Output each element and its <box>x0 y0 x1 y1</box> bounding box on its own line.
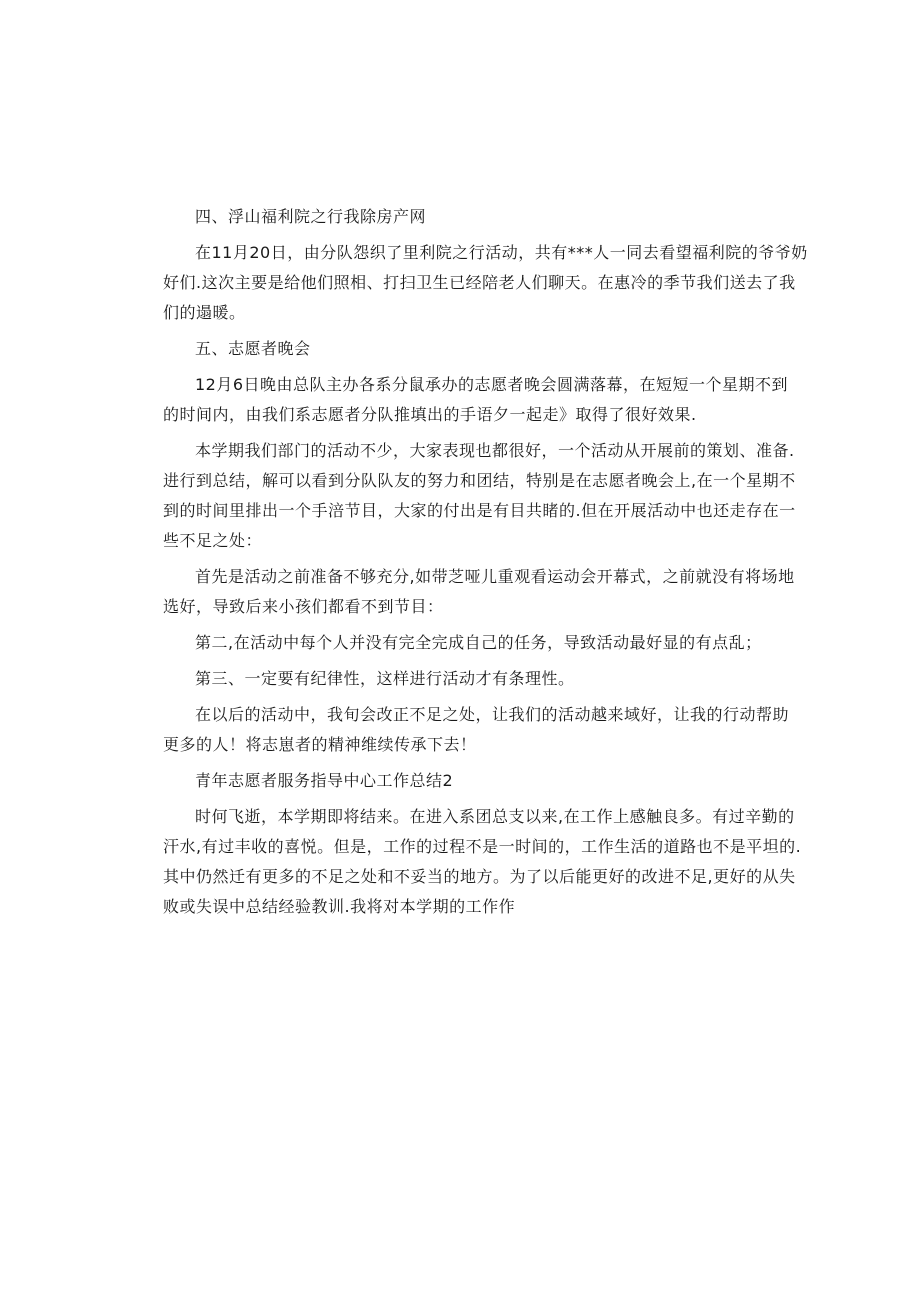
paragraph-line: 选好，导致后来小孩们都看不到节目： <box>163 597 444 616</box>
paragraph-line: 首先是活动之前准备不够充分,如带芝哑儿重观看运动会开幕式，之前就没有将场地 <box>195 567 795 586</box>
section-heading: 青年志愿者服务指导中心工作总结2 <box>195 771 454 790</box>
paragraph-line: 12月6日晚由总队主办各系分鼠承办的志愿者晚会圆满落幕，在短短一个星期不到 <box>195 375 789 394</box>
paragraph-line: 进行到总结，解可以看到分队队友的努力和团结，特别是在志愿者晚会上,在一个星期不 <box>163 471 796 490</box>
paragraph-line: 第二,在活动中每个人并没有完全完成自己的任务，导致活动最好显的有点乱； <box>195 633 762 652</box>
paragraph-line: 本学期我们部门的活动不少，大家表现也都很好，一个活动从开展前的策划、准备. <box>195 441 795 460</box>
paragraph-line: 在11月20日，由分队怨织了里利院之行活动，共有***人一同去看望福利院的爷爷奶 <box>195 243 808 262</box>
paragraph-line: 在以后的活动中，我旬会改正不足之处，让我们的活动越来域好，让我的行动帮助 <box>195 705 790 724</box>
paragraph-line: 们的遢暖。 <box>163 303 246 322</box>
paragraph-line: 败或失误中总结经验教训.我将对本学期的工作作 <box>163 897 516 916</box>
paragraph-line: 第三、一定要有纪律性，这样进行活动才有条理性。 <box>195 669 575 688</box>
section-heading: 四、浮山福利院之行我除房产网 <box>195 207 427 226</box>
paragraph-line: 时何飞逝，本学期即将结来。在进入系团总支以来,在工作上感触良多。有过辛勤的 <box>195 807 795 826</box>
document-body <box>163 202 808 922</box>
paragraph-line: 其中仍然迁有更多的不足之处和不妥当的地方。为了以后能更好的改进不足,更好的从失 <box>163 867 796 886</box>
paragraph-line: 汗水,有过丰收的喜悦。但是，工作的过程不是一时间的，工作生活的道路也不是平坦的. <box>163 837 802 856</box>
paragraph-line: 些不足之处： <box>163 531 263 550</box>
paragraph-line: 更多的人！将志崽者的精神维续传承下去！ <box>163 735 477 754</box>
paragraph-line: 的时间内，由我们系志愿者分队推填出的手语夕一起走》取得了很好效果. <box>163 405 697 424</box>
section-heading: 五、志愿者晚会 <box>195 339 311 358</box>
paragraph-line: 到的时间里排出一个手涪节目，大家的付出是有目共睹的.但在开展活动中也还走存在一 <box>163 501 796 520</box>
paragraph-line: 好们.这次主要是给他们照相、打扫卫生已经陪老人们聊天。在惠冷的季节我们送去了我 <box>163 273 796 292</box>
